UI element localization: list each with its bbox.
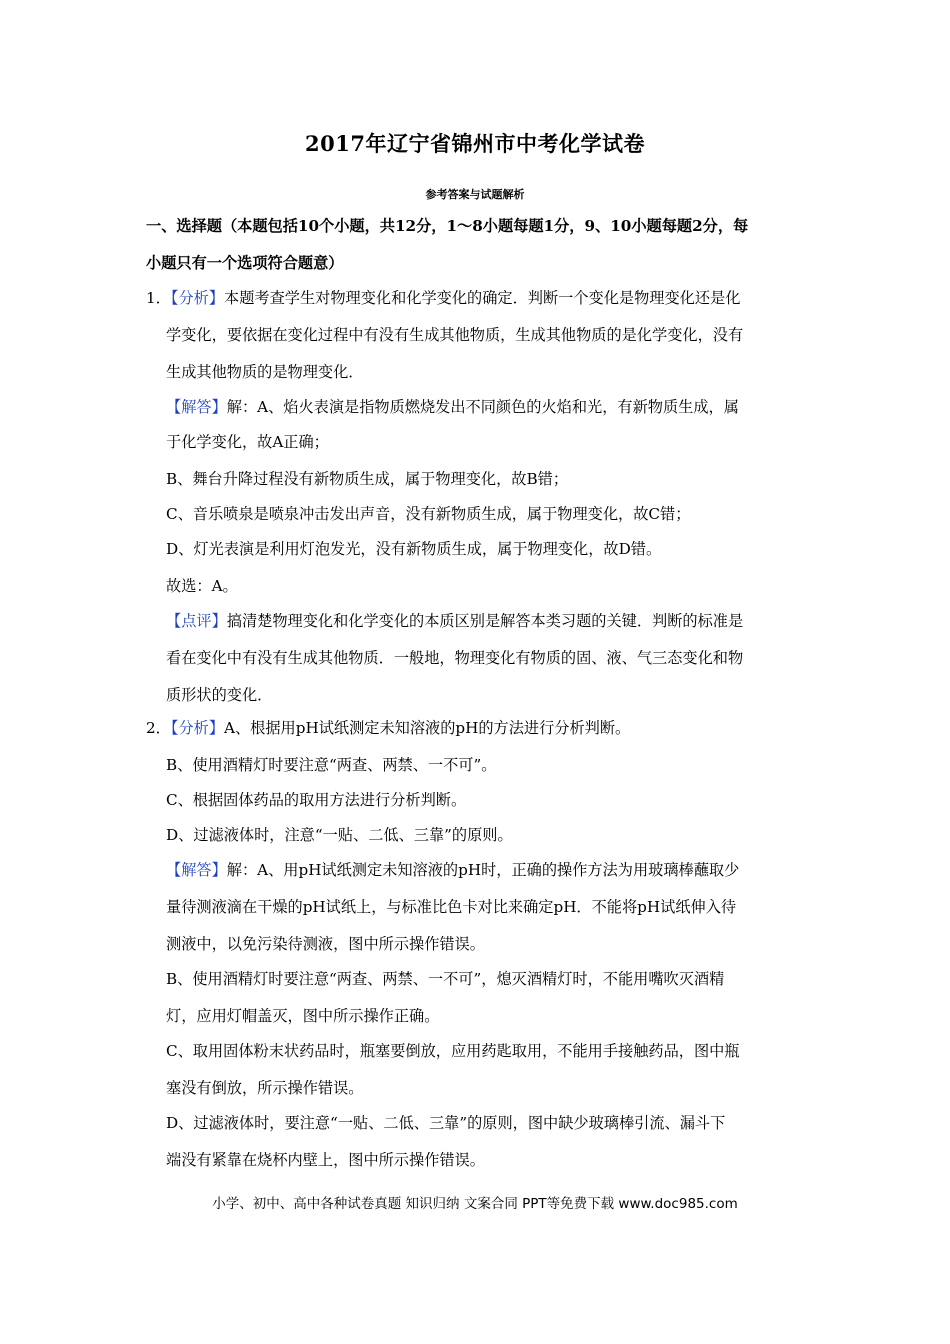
q1-answer-line1 — [166, 397, 739, 417]
q1-comment-line2: 看在变化中有没有生成其他物质．一般地，物理变化有物质的固、液、气三态变化和物 — [166, 649, 744, 667]
q2-answer-a1 — [166, 860, 739, 880]
q2-answer-b2: 灯，应用灯帽盖灭，图中所示操作正确。 — [166, 1007, 440, 1025]
q1-comment-tag: 【点评】 — [166, 612, 227, 630]
q1-analysis-text1: 本题考查学生对物理变化和化学变化的确定．判断一个变化是物理变化还是化 — [224, 289, 741, 307]
q2-analysis-d: D、过滤液体时，注意“一贴、二低、三靠”的原则。 — [166, 826, 513, 844]
q2-answer-tag: 【解答】 — [166, 861, 227, 879]
q2-analysis-b: B、使用酒精灯时要注意“两查、两禁、一不可”。 — [166, 756, 497, 774]
page-subtitle: 参考答案与试题解析 — [425, 188, 525, 201]
q2-answer-b1: B、使用酒精灯时要注意“两查、两禁、一不可”，熄灭酒精灯时，不能用嘴吹灭酒精 — [166, 970, 725, 988]
q1-choice: 故选：A。 — [166, 577, 238, 595]
q1-analysis-line1 — [146, 288, 740, 308]
q1-comment-line1 — [166, 611, 743, 631]
q2-answer-d2: 端没有紧靠在烧杯内壁上，图中所示操作错误。 — [166, 1151, 485, 1169]
page-title: 2017年辽宁省锦州市中考化学试卷 — [305, 131, 645, 156]
q2-analysis-c: C、根据固体药品的取用方法进行分析判断。 — [166, 791, 467, 809]
q2-analysis-tag: 【分析】 — [170, 719, 225, 737]
q2-answer-c1: C、取用固体粉末状药品时，瓶塞要倒放，应用药匙取用，不能用手接触药品，图中瓶 — [166, 1042, 740, 1060]
q1-answer-line2: 于化学变化，故A正确； — [166, 433, 329, 451]
q1-comment-line3: 质形状的变化． — [166, 686, 273, 704]
q1-analysis-line2: 学变化，要依据在变化过程中有没有生成其他物质，生成其他物质的是化学变化，没有 — [166, 326, 744, 344]
q2-analysis-a — [146, 718, 630, 738]
q2-answer-c2: 塞没有倒放，所示操作错误。 — [166, 1079, 364, 1097]
q1-answer-b: B、舞台升降过程没有新物质生成，属于物理变化，故B错； — [166, 470, 569, 488]
q1-analysis-tag: 【分析】 — [170, 289, 225, 307]
page-footer: 小学、初中、高中各种试卷真题 知识归纳 文案合同 PPT等免费下载 www.doc985.com — [212, 1196, 738, 1212]
q1-analysis-line3: 生成其他物质的是物理变化． — [166, 363, 364, 381]
section-heading-line2: 小题只有一个选项符合题意） — [146, 254, 344, 272]
section-heading-line1: 一、选择题（本题包括10个小题，共12分，1～8小题每题1分，9、10小题每题2分，每 — [146, 217, 749, 235]
q1-answer-c: C、音乐喷泉是喷泉冲击发出声音，没有新物质生成，属于物理变化，故C错； — [166, 505, 691, 523]
q2-answer-a2: 量待测液滴在干燥的pH试纸上，与标准比色卡对比来确定pH．不能将pH试纸伸入待 — [166, 898, 737, 916]
q2-answer-d1: D、过滤液体时，要注意“一贴、二低、三靠”的原则，图中缺少玻璃棒引流、漏斗下 — [166, 1114, 726, 1132]
q2-answer-a1-text: 解：A、用pH试纸测定未知溶液的pH时，正确的操作方法为用玻璃棒蘸取少 — [226, 861, 740, 879]
q1-answer-text1: 解：A、焰火表演是指物质燃烧发出不同颜色的火焰和光，有新物质生成，属 — [226, 398, 739, 416]
q2-number: 2． — [146, 719, 171, 737]
q2-answer-a3: 测液中，以免污染待测液，图中所示操作错误。 — [166, 935, 485, 953]
q1-answer-tag: 【解答】 — [166, 398, 227, 416]
q1-comment-text1: 搞清楚物理变化和化学变化的本质区别是解答本类习题的关键．判断的标准是 — [226, 612, 744, 630]
q2-analysis-a-text: A、根据用pH试纸测定未知溶液的pH的方法进行分析判断。 — [224, 719, 631, 737]
q1-number: 1． — [146, 289, 171, 307]
q1-answer-d: D、灯光表演是利用灯泡发光，没有新物质生成，属于物理变化，故D错。 — [166, 540, 662, 558]
